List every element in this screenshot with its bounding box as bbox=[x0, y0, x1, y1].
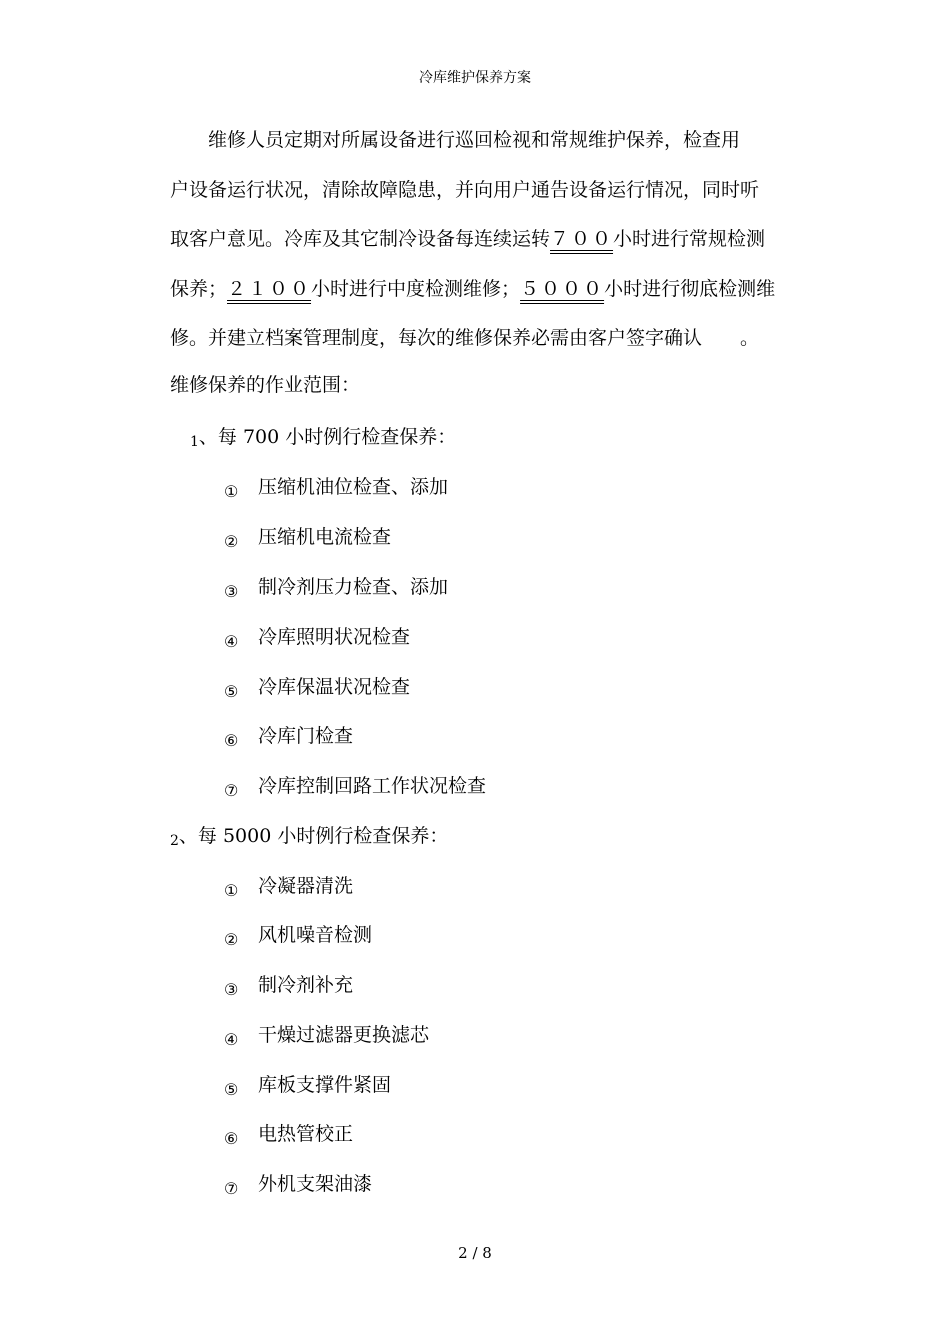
item-text: 电热管校正 bbox=[258, 1123, 354, 1145]
hours-2100: ２１００ bbox=[227, 277, 312, 300]
list-item bbox=[224, 771, 486, 806]
item-marker: ③ bbox=[224, 582, 239, 601]
item-marker: ⑦ bbox=[224, 781, 239, 800]
item-text: 库板支撑件紧固 bbox=[258, 1074, 392, 1096]
item-text: 冷库保温状况检查 bbox=[258, 676, 411, 698]
intro-text: 小时进行常规检测 bbox=[613, 228, 766, 251]
section-title-text: 、每 700 小时例行检查保养： bbox=[198, 426, 457, 448]
item-marker: ⑤ bbox=[224, 682, 239, 701]
intro-text: 小时进行彻底检测维 bbox=[604, 277, 776, 300]
item-text: 冷凝器清洗 bbox=[258, 875, 354, 897]
intro-line bbox=[170, 314, 810, 364]
intro-line bbox=[170, 116, 810, 166]
page-header: 冷库维护保养方案 bbox=[419, 70, 531, 86]
list-item bbox=[224, 622, 410, 657]
intro-paragraph bbox=[170, 116, 810, 364]
section-title-700 bbox=[190, 422, 456, 457]
item-text: 压缩机电流检查 bbox=[258, 526, 392, 548]
item-text: 干燥过滤器更换滤芯 bbox=[258, 1024, 430, 1046]
list-item bbox=[224, 1020, 429, 1055]
item-text: 外机支架油漆 bbox=[258, 1173, 373, 1195]
list-item bbox=[224, 920, 372, 955]
intro-text: 小时进行中度检测维修； bbox=[311, 277, 521, 300]
item-marker: ① bbox=[224, 881, 239, 900]
list-item bbox=[224, 1169, 372, 1204]
section-number: 1 bbox=[190, 434, 199, 450]
list-item bbox=[224, 572, 448, 607]
page-number: 2 / 8 bbox=[458, 1244, 492, 1262]
section-title-text: 、每 5000 小时例行检查保养： bbox=[178, 825, 449, 847]
intro-line bbox=[170, 215, 810, 265]
item-marker: ① bbox=[224, 482, 239, 501]
item-marker: ④ bbox=[224, 1030, 239, 1049]
list-item bbox=[224, 871, 353, 906]
intro-text: 取客户意见。冷库及其它制冷设备每连续运转 bbox=[170, 228, 551, 251]
item-marker: ② bbox=[224, 532, 239, 551]
intro-line bbox=[170, 265, 810, 315]
intro-text: 维修人员定期对所属设备进行巡回检视和常规维护保养，检查用 bbox=[208, 129, 741, 151]
list-item bbox=[224, 1070, 391, 1105]
scope-title: 维修保养的作业范围： bbox=[170, 374, 361, 396]
list-item bbox=[224, 1119, 353, 1154]
item-marker: ⑥ bbox=[224, 731, 239, 750]
hours-700: ７００ bbox=[550, 228, 614, 251]
item-marker: ⑥ bbox=[224, 1129, 239, 1148]
section-title-5000 bbox=[170, 821, 448, 856]
item-text: 压缩机油位检查、添加 bbox=[258, 476, 449, 498]
item-text: 冷库门检查 bbox=[258, 725, 354, 747]
section-number: 2 bbox=[170, 833, 179, 849]
item-marker: ④ bbox=[224, 632, 239, 651]
item-marker: ③ bbox=[224, 980, 239, 999]
item-marker: ② bbox=[224, 930, 239, 949]
item-text: 风机噪音检测 bbox=[258, 924, 373, 946]
intro-text: 保养； bbox=[170, 277, 228, 300]
item-text: 冷库控制回路工作状况检查 bbox=[258, 775, 487, 797]
item-marker: ⑤ bbox=[224, 1080, 239, 1099]
intro-text: 户设备运行状况，清除故障隐患，并向用户通告设备运行情况，同时听 bbox=[170, 178, 760, 201]
intro-text: 修。并建立档案管理制度，每次的维修保养必需由客户签字确认 。 bbox=[170, 327, 760, 350]
item-text: 制冷剂压力检查、添加 bbox=[258, 576, 449, 598]
item-text: 冷库照明状况检查 bbox=[258, 626, 411, 648]
item-marker: ⑦ bbox=[224, 1179, 239, 1198]
list-item bbox=[224, 522, 391, 557]
list-item bbox=[224, 472, 448, 507]
intro-line bbox=[170, 166, 810, 216]
list-item bbox=[224, 721, 353, 756]
list-item bbox=[224, 672, 410, 707]
hours-5000: ５０００ bbox=[520, 277, 605, 300]
item-text: 制冷剂补充 bbox=[258, 974, 354, 996]
list-item bbox=[224, 970, 353, 1005]
